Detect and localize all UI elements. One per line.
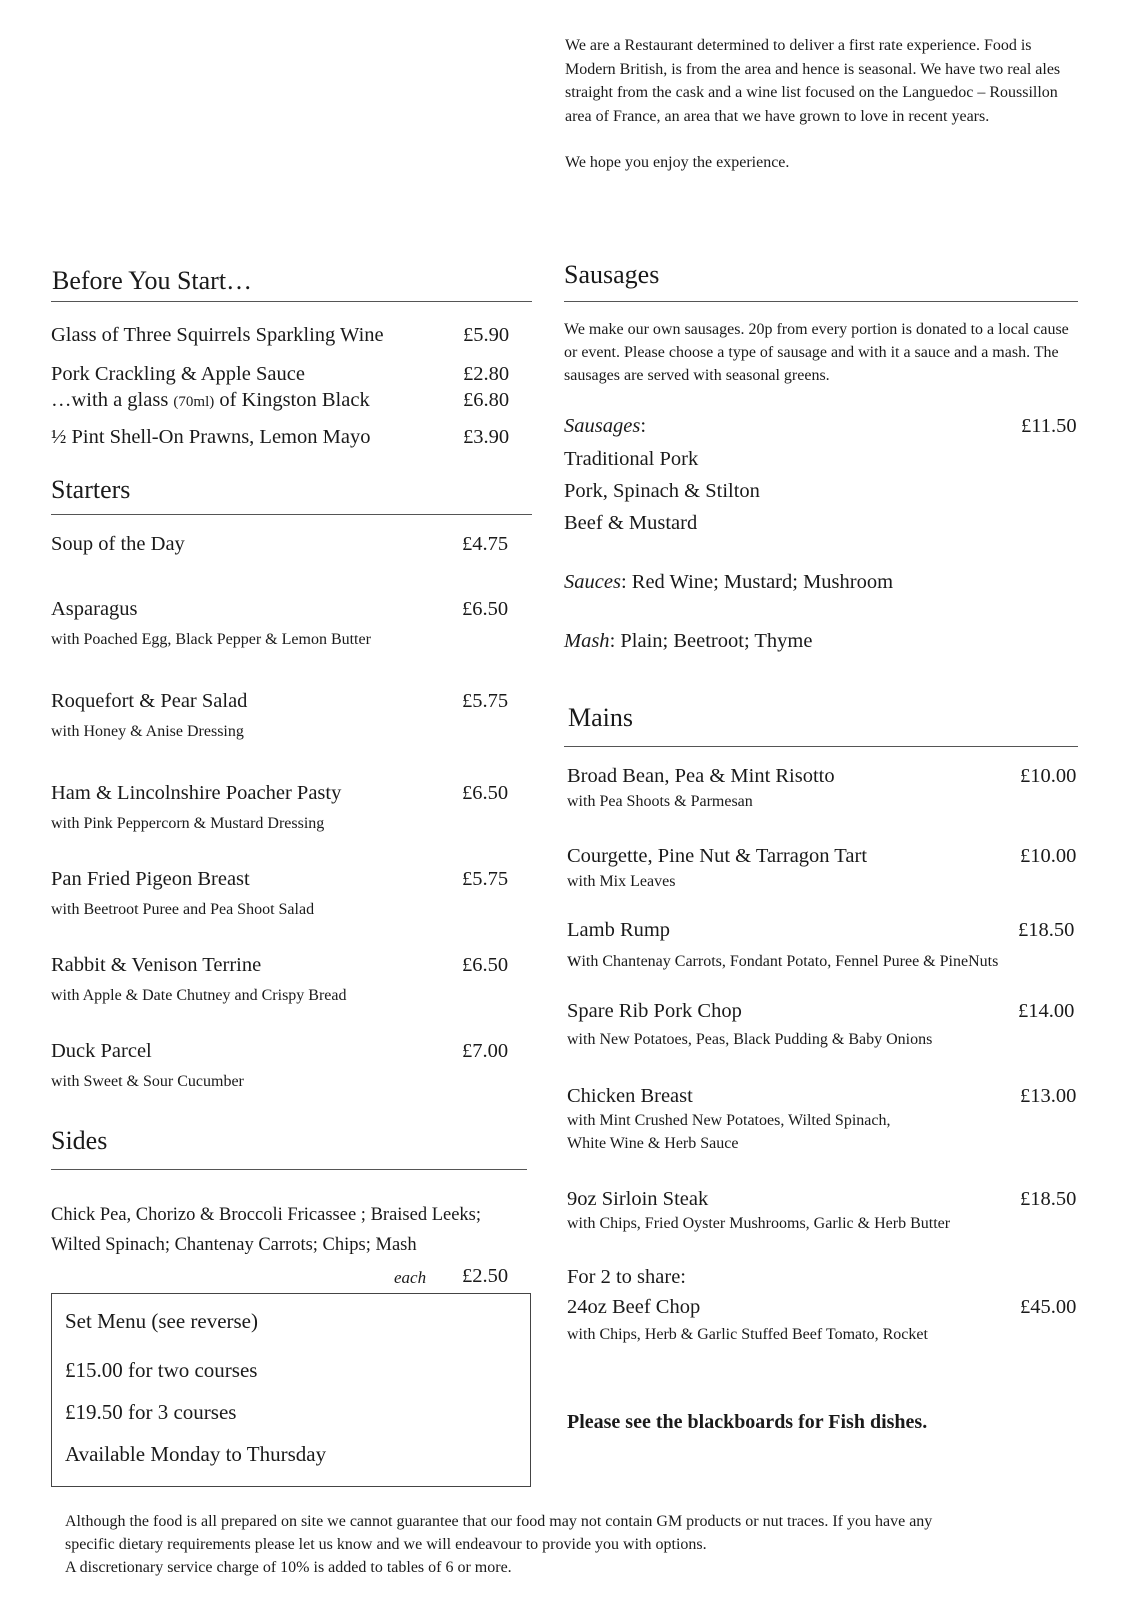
menu-item-price: £6.50 xyxy=(462,954,509,976)
set-menu-box xyxy=(51,1293,531,1487)
menu-item-price: £5.90 xyxy=(463,324,510,346)
sides-line: Chick Pea, Chorizo & Broccoli Fricassee ; Braised Leeks; xyxy=(51,1205,482,1225)
menu-item-description: with Mint Crushed New Potatoes, Wilted Spinach, xyxy=(567,1112,891,1129)
menu-item-name: Courgette, Pine Nut & Tarragon Tart xyxy=(567,845,868,867)
menu-item-description: with New Potatoes, Peas, Black Pudding & Baby Onions xyxy=(567,1031,933,1048)
sides-line: Wilted Spinach; Chantenay Carrots; Chips; Mash xyxy=(51,1235,417,1255)
menu-item-price: £18.50 xyxy=(1018,919,1075,941)
menu-item-name: Pan Fried Pigeon Breast xyxy=(51,868,250,890)
fish-note: Please see the blackboards for Fish dishes. xyxy=(567,1411,928,1433)
starters-title: Starters xyxy=(51,475,131,504)
set-menu-three-courses: £19.50 for 3 courses xyxy=(65,1400,237,1424)
section-divider xyxy=(51,514,532,515)
menu-item-name: 24oz Beef Chop xyxy=(567,1296,701,1318)
sausages-description: We make our own sausages. 20p from every portion is donated to a local cause or event. Please choose a type of sausage and with it a sauce and a mash. The sausages are served with seasonal greens. xyxy=(564,321,1069,384)
section-divider xyxy=(564,746,1078,747)
menu-item-name: Glass of Three Squirrels Sparkling Wine xyxy=(51,324,384,346)
footer-notice xyxy=(65,1510,1105,1579)
section-divider xyxy=(51,301,532,302)
menu-item-name: ½ Pint Shell-On Prawns, Lemon Mayo xyxy=(51,426,371,448)
set-menu-availability: Available Monday to Thursday xyxy=(65,1442,327,1466)
intro-text xyxy=(565,34,1085,175)
footer-line: A discretionary service charge of 10% is added to tables of 6 or more. xyxy=(65,1559,512,1576)
menu-item-price: £6.50 xyxy=(462,782,509,804)
menu-item-description: with Pink Peppercorn & Mustard Dressing xyxy=(51,815,325,832)
mash-label: Mash xyxy=(564,630,610,652)
section-divider xyxy=(51,1169,527,1170)
menu-item-name: Spare Rib Pork Chop xyxy=(567,1000,742,1022)
menu-item-price: £6.80 xyxy=(463,389,510,411)
menu-item-price: £4.75 xyxy=(462,533,509,555)
menu-item-description: with Poached Egg, Black Pepper & Lemon Butter xyxy=(51,631,371,648)
sides-each-label: each xyxy=(394,1268,427,1287)
mains-title: Mains xyxy=(568,703,633,732)
menu-item-price: £7.00 xyxy=(462,1040,509,1062)
menu-item-name: …with a glass (70ml) of Kingston Black xyxy=(51,389,370,411)
menu-item-name: Duck Parcel xyxy=(51,1040,152,1062)
menu-item-name: Roquefort & Pear Salad xyxy=(51,690,248,712)
menu-item-name: Asparagus xyxy=(51,598,138,620)
footer-line: specific dietary requirements please let us know and we will endeavour to provide you with options. xyxy=(65,1536,707,1553)
menu-item-price: £6.50 xyxy=(462,598,509,620)
menu-item-price: £14.00 xyxy=(1018,1000,1075,1022)
menu-item-description: with Honey & Anise Dressing xyxy=(51,723,244,740)
sausages-title: Sausages xyxy=(564,260,660,289)
intro-paragraph: We are a Restaurant determined to deliver a first rate experience. Food is Modern British, is from the area and hence is seasonal. We have two real ales straight from the cask and a wine list focused on the Languedoc – Roussillon area of France, an area that we have grown to love in recent years. xyxy=(565,37,1061,125)
menu-item-name: Chicken Breast xyxy=(567,1085,693,1107)
sides-title: Sides xyxy=(51,1126,108,1155)
sides-price: £2.50 xyxy=(462,1265,509,1287)
menu-item-name: Pork Crackling & Apple Sauce xyxy=(51,363,305,385)
menu-item-price: £10.00 xyxy=(1020,765,1077,787)
sauces-label: Sauces xyxy=(564,571,621,593)
menu-item-description: with Apple & Date Chutney and Crispy Bread xyxy=(51,987,347,1004)
menu-item-name: Broad Bean, Pea & Mint Risotto xyxy=(567,765,835,787)
menu-item-price: £2.80 xyxy=(463,363,510,385)
set-menu-title: Set Menu (see reverse) xyxy=(65,1309,258,1333)
menu-item-price: £5.75 xyxy=(462,868,509,890)
menu-item-description: with Pea Shoots & Parmesan xyxy=(567,793,753,810)
menu-item-price: £18.50 xyxy=(1020,1188,1077,1210)
sausage-type: Pork, Spinach & Stilton xyxy=(564,480,760,502)
section-divider xyxy=(564,301,1078,302)
menu-item-price: £45.00 xyxy=(1020,1296,1077,1318)
menu-item-price: £13.00 xyxy=(1020,1085,1077,1107)
sausages-label-line: Sausages: xyxy=(564,415,647,437)
menu-item-description: with Chantenay Carrots, Fondant Potato, Fennel Puree & PineNuts xyxy=(567,949,999,971)
menu-item-description: White Wine & Herb Sauce xyxy=(567,1135,739,1152)
sausage-type: Traditional Pork xyxy=(564,448,699,470)
mash-options: Plain; Beetroot; Thyme xyxy=(620,630,813,652)
footer-line: Although the food is all prepared on site we cannot guarantee that our food may not contain GM products or nut traces. If you have any xyxy=(65,1513,933,1530)
sauces-line: Sauces: Red Wine; Mustard; Mushroom xyxy=(564,571,894,593)
menu-item-description: with Beetroot Puree and Pea Shoot Salad xyxy=(51,901,315,918)
menu-item-price: £10.00 xyxy=(1020,845,1077,867)
sausages-label: Sausages xyxy=(564,415,641,437)
menu-item-description: with Chips, Herb & Garlic Stuffed Beef Tomato, Rocket xyxy=(567,1326,928,1343)
menu-item-name: Soup of the Day xyxy=(51,533,185,555)
menu-item-description: with Chips, Fried Oyster Mushrooms, Garlic & Herb Butter xyxy=(567,1215,951,1232)
menu-item-description: with Sweet & Sour Cucumber xyxy=(51,1073,244,1090)
menu-item-price: £3.90 xyxy=(463,426,510,448)
sausage-type: Beef & Mustard xyxy=(564,512,698,534)
menu-item-name: Lamb Rump xyxy=(567,919,671,941)
set-menu-two-courses: £15.00 for two courses xyxy=(65,1358,258,1382)
before-you-start-title: Before You Start… xyxy=(52,266,253,295)
menu-item-price: £5.75 xyxy=(462,690,509,712)
intro-closing: We hope you enjoy the experience. xyxy=(565,154,790,171)
menu-item-description: with Mix Leaves xyxy=(567,873,676,890)
sauces-options: Red Wine; Mustard; Mushroom xyxy=(631,571,894,593)
menu-item-name: Rabbit & Venison Terrine xyxy=(51,954,262,976)
mash-line: Mash: Plain; Beetroot; Thyme xyxy=(564,630,813,652)
sides-list xyxy=(51,1200,541,1260)
sausages-price: £11.50 xyxy=(1021,415,1077,437)
menu-item-name: 9oz Sirloin Steak xyxy=(567,1188,709,1210)
menu-item-note: For 2 to share: xyxy=(567,1266,686,1288)
menu-item-name: Ham & Lincolnshire Poacher Pasty xyxy=(51,782,342,804)
